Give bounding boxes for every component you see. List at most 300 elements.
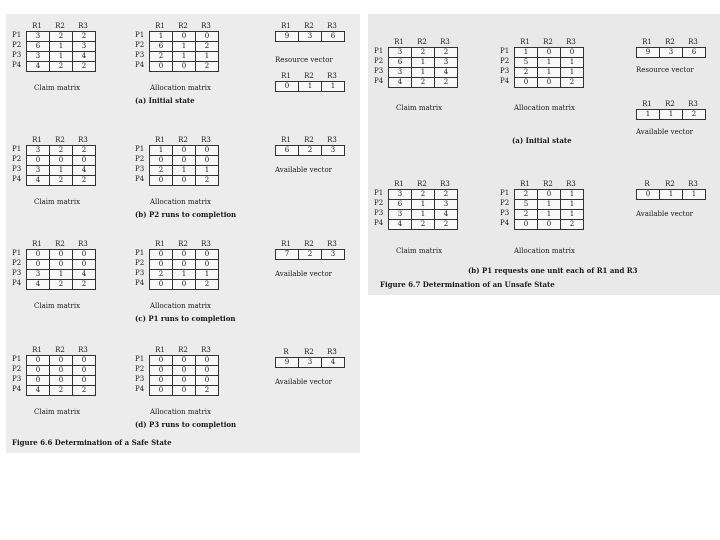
claim-matrix-6-6-b-cell: 2: [73, 146, 96, 156]
allocation-matrix-6-6-b-row-label: P1: [135, 145, 145, 153]
available-vector-6-6-b-col-header: R1: [281, 136, 291, 144]
allocation-matrix-6-6-a-cell: 2: [150, 52, 173, 62]
claim-matrix-6-6-d-cell: 0: [73, 356, 96, 366]
claim-matrix-caption: Claim matrix: [396, 104, 443, 112]
allocation-matrix-6-6-b-cell: 0: [196, 156, 219, 166]
allocation-matrix-6-6-c-col-header: R3: [201, 240, 211, 248]
allocation-matrix-6-7-b-cell: 1: [538, 210, 561, 220]
allocation-matrix-6-6-c-cell: 2: [150, 270, 173, 280]
claim-matrix-6-6-a-cell: 3: [27, 52, 50, 62]
allocation-matrix-6-6-d-cell: 0: [150, 386, 173, 396]
subfigure-label: (b) P2 runs to completion: [135, 210, 237, 219]
claim-matrix-caption: Claim matrix: [34, 198, 81, 206]
claim-matrix-6-7-b-row-label: P4: [374, 219, 384, 227]
claim-matrix-6-6-a-col-header: R3: [78, 22, 88, 30]
available-vector-6-7-b-col-header: R: [644, 180, 650, 188]
claim-matrix-6-6-d-cell: 4: [27, 386, 50, 396]
claim-matrix-6-6-d-col-header: R2: [55, 346, 65, 354]
allocation-matrix-6-6-b-cell: 0: [173, 156, 196, 166]
allocation-matrix-6-6-a-row-label: P2: [135, 41, 145, 49]
available-vector-6-7-b-cell: 1: [683, 190, 706, 200]
allocation-matrix-6-6-d-row-label: P4: [135, 385, 145, 393]
claim-matrix-6-7-b-col-header: R1: [394, 180, 404, 188]
claim-matrix-6-6-d-cell: 0: [27, 376, 50, 386]
available-vector-6-7-a-cell: 1: [637, 110, 660, 120]
claim-matrix-6-6-a-row-label: P1: [12, 31, 22, 39]
claim-matrix-6-7-a-row-label: P2: [374, 57, 384, 65]
claim-matrix-6-6-d-cell: 0: [50, 376, 73, 386]
allocation-matrix-caption: Allocation matrix: [514, 247, 575, 255]
claim-matrix-6-7-b-row-label: P3: [374, 209, 384, 217]
allocation-matrix-6-7-a-cell: 2: [515, 68, 538, 78]
available-vector-6-6-a-col-header: R3: [327, 72, 337, 80]
claim-matrix-6-6-c-col-header: R3: [78, 240, 88, 248]
allocation-matrix-6-7-a-row-label: P3: [500, 67, 510, 75]
allocation-matrix-6-6-c-cell: 0: [150, 280, 173, 290]
claim-matrix-6-6-a-row-label: P3: [12, 51, 22, 59]
claim-matrix-6-6-a-col-header: R1: [32, 22, 42, 30]
claim-matrix-6-6-c-row-label: P1: [12, 249, 22, 257]
allocation-matrix-6-6-b-cell: 0: [196, 146, 219, 156]
allocation-matrix-6-7-b-col-header: R2: [543, 180, 553, 188]
allocation-matrix-6-6-d-col-header: R2: [178, 346, 188, 354]
claim-matrix-6-6-b-row-label: P2: [12, 155, 22, 163]
allocation-matrix-6-7-b-cell: 0: [538, 190, 561, 200]
claim-matrix-6-6-a-cell: 2: [50, 32, 73, 42]
claim-matrix-6-7-a-cell: 3: [389, 48, 412, 58]
allocation-matrix-6-7-b-row-label: P2: [500, 199, 510, 207]
allocation-matrix-6-6-d-cell: 0: [150, 356, 173, 366]
allocation-matrix-6-6-d-col-header: R1: [155, 346, 165, 354]
allocation-matrix-6-7-a-cell: 1: [538, 58, 561, 68]
allocation-matrix-6-6-c-row-label: P3: [135, 269, 145, 277]
claim-matrix-6-7-a-cell: 4: [389, 78, 412, 88]
allocation-matrix-6-7-a-cell: 1: [561, 68, 584, 78]
resource-vector-caption: Resource vector: [636, 66, 694, 74]
claim-matrix-6-6-a-cell: 2: [73, 62, 96, 72]
claim-matrix-6-7-b-col-header: R3: [440, 180, 450, 188]
allocation-matrix-6-6-a-cell: 0: [173, 32, 196, 42]
claim-matrix-6-6-d-cell: 0: [73, 366, 96, 376]
allocation-matrix-6-6-b-col-header: R1: [155, 136, 165, 144]
allocation-matrix-6-7-a-cell: 0: [538, 48, 561, 58]
claim-matrix-6-6-a-cell: 3: [27, 32, 50, 42]
available-vector-6-7-a-col-header: R1: [642, 100, 652, 108]
available-vector-caption: Available vector: [275, 166, 333, 174]
claim-matrix-6-6-b-cell: 0: [50, 156, 73, 166]
allocation-matrix-6-7-b-cell: 5: [515, 200, 538, 210]
subfigure-label: (a) Initial state: [512, 136, 572, 145]
allocation-matrix-6-7-a-cell: 5: [515, 58, 538, 68]
allocation-matrix-6-7-a: [514, 47, 584, 88]
available-vector-6-7-a-cell: 1: [660, 110, 683, 120]
claim-matrix-6-7-b-row-label: P1: [374, 189, 384, 197]
claim-matrix-6-7-b-col-header: R2: [417, 180, 427, 188]
allocation-matrix-6-6-a-cell: 6: [150, 42, 173, 52]
claim-matrix-6-6-c-row-label: P2: [12, 259, 22, 267]
allocation-matrix-6-6-a-cell: 1: [173, 52, 196, 62]
available-vector-6-6-c-col-header: R2: [304, 240, 314, 248]
claim-matrix-6-6-b-col-header: R1: [32, 136, 42, 144]
allocation-matrix-6-6-a-cell: 0: [196, 32, 219, 42]
resource-vector-6-6-a-cell: 9: [276, 32, 299, 42]
claim-matrix-6-6-b-row-label: P4: [12, 175, 22, 183]
allocation-matrix-6-6-a-cell: 0: [150, 62, 173, 72]
claim-matrix-6-6-d-cell: 2: [50, 386, 73, 396]
allocation-matrix-6-6-b-cell: 1: [150, 146, 173, 156]
available-vector-6-6-d-col-header: R: [283, 348, 289, 356]
claim-matrix-6-6-a-cell: 6: [27, 42, 50, 52]
allocation-matrix-6-6-a-cell: 1: [150, 32, 173, 42]
allocation-matrix-6-6-a-cell: 0: [173, 62, 196, 72]
available-vector-caption: Available vector: [275, 378, 333, 386]
allocation-matrix-6-7-a-cell: 0: [561, 48, 584, 58]
resource-vector-6-6-a-col-header: R2: [304, 22, 314, 30]
allocation-matrix-6-6-b-cell: 2: [196, 176, 219, 186]
allocation-matrix-6-6-c-col-header: R2: [178, 240, 188, 248]
available-vector-6-7-b-col-header: R3: [688, 180, 698, 188]
allocation-matrix-6-6-b-cell: 0: [173, 176, 196, 186]
claim-matrix-6-7-a-cell: 2: [435, 48, 458, 58]
claim-matrix-6-6-a-cell: 1: [50, 52, 73, 62]
available-vector-caption: Available vector: [636, 128, 694, 136]
allocation-matrix-6-7-b-row-label: P3: [500, 209, 510, 217]
claim-matrix-6-6-c-col-header: R1: [32, 240, 42, 248]
claim-matrix-6-6-d-cell: 0: [50, 366, 73, 376]
claim-matrix-6-7-b-cell: 3: [435, 200, 458, 210]
claim-matrix-6-6-b: [26, 145, 96, 186]
claim-matrix-6-6-c-cell: 0: [27, 250, 50, 260]
available-vector-6-6-c-col-header: R1: [281, 240, 291, 248]
claim-matrix-6-7-a-cell: 2: [412, 48, 435, 58]
allocation-matrix-6-6-b-cell: 2: [150, 166, 173, 176]
allocation-matrix-6-7-a-cell: 0: [538, 78, 561, 88]
available-vector-6-6-c-cell: 7: [276, 250, 299, 260]
claim-matrix-6-7-b-cell: 2: [435, 190, 458, 200]
claim-matrix-6-7-b-row-label: P2: [374, 199, 384, 207]
claim-matrix-6-6-b-row-label: P1: [12, 145, 22, 153]
figure-6-6-title: Figure 6.6 Determination of a Safe State: [12, 438, 172, 447]
claim-matrix-6-7-b-cell: 1: [412, 200, 435, 210]
available-vector-6-7-b: [636, 189, 706, 200]
available-vector-6-6-a: [275, 81, 345, 92]
claim-matrix-6-6-c-cell: 0: [50, 250, 73, 260]
resource-vector-6-7-a-cell: 3: [660, 48, 683, 58]
claim-matrix-6-7-b: [388, 189, 458, 230]
claim-matrix-6-6-c-cell: 2: [73, 280, 96, 290]
available-vector-6-6-b-cell: 3: [322, 146, 345, 156]
claim-matrix-6-7-b-cell: 2: [435, 220, 458, 230]
allocation-matrix-6-6-d-cell: 0: [173, 356, 196, 366]
allocation-matrix-caption: Allocation matrix: [150, 198, 211, 206]
allocation-matrix-6-7-b-cell: 1: [561, 190, 584, 200]
allocation-matrix-6-6-d: [149, 355, 219, 396]
allocation-matrix-6-7-a-row-label: P1: [500, 47, 510, 55]
available-vector-6-6-b: [275, 145, 345, 156]
allocation-matrix-6-6-d-cell: 2: [196, 386, 219, 396]
available-vector-6-6-c-cell: 2: [299, 250, 322, 260]
resource-vector-6-7-a-cell: 6: [683, 48, 706, 58]
allocation-matrix-6-7-a-cell: 0: [515, 78, 538, 88]
resource-vector-6-7-a-col-header: R3: [688, 38, 698, 46]
claim-matrix-6-7-b-cell: 2: [412, 220, 435, 230]
allocation-matrix-6-6-c-col-header: R1: [155, 240, 165, 248]
available-vector-6-6-c-cell: 3: [322, 250, 345, 260]
available-vector-6-6-d-cell: 3: [299, 358, 322, 368]
allocation-matrix-6-6-a-col-header: R2: [178, 22, 188, 30]
claim-matrix-6-6-d-col-header: R3: [78, 346, 88, 354]
allocation-matrix-6-6-c-cell: 0: [173, 250, 196, 260]
allocation-matrix-6-7-b-cell: 1: [538, 200, 561, 210]
allocation-matrix-6-6-a: [149, 31, 219, 72]
claim-matrix-6-6-a-col-header: R2: [55, 22, 65, 30]
subfigure-label: (a) Initial state: [135, 96, 195, 105]
allocation-matrix-6-6-a-row-label: P3: [135, 51, 145, 59]
allocation-matrix-6-6-c-row-label: P2: [135, 259, 145, 267]
resource-vector-6-7-a: [636, 47, 706, 58]
allocation-matrix-6-6-d-cell: 0: [173, 366, 196, 376]
available-vector-6-6-d: [275, 357, 345, 368]
claim-matrix-6-6-c-cell: 2: [50, 280, 73, 290]
claim-matrix-6-7-a-cell: 1: [412, 58, 435, 68]
allocation-matrix-6-6-a-cell: 2: [196, 42, 219, 52]
claim-matrix-6-6-d-cell: 0: [73, 376, 96, 386]
available-vector-6-7-a-col-header: R2: [665, 100, 675, 108]
allocation-matrix-6-6-b-row-label: P2: [135, 155, 145, 163]
available-vector-6-6-b-col-header: R2: [304, 136, 314, 144]
claim-matrix-6-6-b-cell: 2: [50, 176, 73, 186]
allocation-matrix-caption: Allocation matrix: [150, 302, 211, 310]
claim-matrix-6-6-c-cell: 3: [27, 270, 50, 280]
claim-matrix-6-7-b-cell: 6: [389, 200, 412, 210]
claim-matrix-6-6-a-cell: 3: [73, 42, 96, 52]
claim-matrix-6-6-c-row-label: P4: [12, 279, 22, 287]
allocation-matrix-6-7-b-col-header: R1: [520, 180, 530, 188]
claim-matrix-6-7-b-cell: 4: [389, 220, 412, 230]
allocation-matrix-6-6-d-cell: 0: [196, 366, 219, 376]
allocation-matrix-6-6-a-col-header: R3: [201, 22, 211, 30]
claim-matrix-6-6-b-cell: 1: [50, 166, 73, 176]
resource-vector-6-6-a-cell: 6: [322, 32, 345, 42]
available-vector-6-7-b-col-header: R2: [665, 180, 675, 188]
available-vector-6-6-b-cell: 2: [299, 146, 322, 156]
claim-matrix-6-7-b-cell: 2: [412, 190, 435, 200]
claim-matrix-6-6-b-cell: 4: [27, 176, 50, 186]
available-vector-6-6-a-col-header: R1: [281, 72, 291, 80]
allocation-matrix-6-6-d-cell: 0: [173, 386, 196, 396]
claim-matrix-caption: Claim matrix: [34, 408, 81, 416]
allocation-matrix-6-6-b-row-label: P4: [135, 175, 145, 183]
claim-matrix-6-6-c-cell: 0: [27, 260, 50, 270]
subfigure-label: (c) P1 runs to completion: [135, 314, 236, 323]
allocation-matrix-6-7-a-cell: 1: [515, 48, 538, 58]
claim-matrix-6-6-d-row-label: P2: [12, 365, 22, 373]
allocation-matrix-6-7-b-cell: 2: [515, 210, 538, 220]
allocation-matrix-6-6-c-cell: 0: [150, 260, 173, 270]
allocation-matrix-6-6-c-cell: 0: [196, 260, 219, 270]
allocation-matrix-6-6-b: [149, 145, 219, 186]
available-vector-6-6-b-cell: 6: [276, 146, 299, 156]
allocation-matrix-caption: Allocation matrix: [150, 408, 211, 416]
claim-matrix-6-6-c-cell: 0: [73, 250, 96, 260]
claim-matrix-6-7-a-col-header: R1: [394, 38, 404, 46]
available-vector-6-7-b-cell: 0: [637, 190, 660, 200]
allocation-matrix-6-6-d-cell: 0: [196, 356, 219, 366]
allocation-matrix-6-6-b-cell: 1: [173, 166, 196, 176]
claim-matrix-6-7-a-cell: 6: [389, 58, 412, 68]
allocation-matrix-6-7-b-cell: 1: [561, 210, 584, 220]
claim-matrix-6-6-b-cell: 0: [27, 156, 50, 166]
claim-matrix-6-7-a-cell: 3: [435, 58, 458, 68]
claim-matrix-6-7-a-col-header: R2: [417, 38, 427, 46]
claim-matrix-6-6-c-cell: 1: [50, 270, 73, 280]
resource-vector-6-6-a-col-header: R1: [281, 22, 291, 30]
allocation-matrix-6-7-b-cell: 0: [515, 220, 538, 230]
allocation-matrix-6-6-a-cell: 2: [196, 62, 219, 72]
claim-matrix-6-6-c-row-label: P3: [12, 269, 22, 277]
allocation-matrix-6-6-c-cell: 1: [196, 270, 219, 280]
claim-matrix-6-7-a-cell: 2: [412, 78, 435, 88]
claim-matrix-6-6-d: [26, 355, 96, 396]
allocation-matrix-6-6-d-row-label: P2: [135, 365, 145, 373]
available-vector-6-6-a-cell: 0: [276, 82, 299, 92]
allocation-matrix-6-6-b-cell: 0: [150, 156, 173, 166]
allocation-matrix-caption: Allocation matrix: [514, 104, 575, 112]
available-vector-6-6-b-col-header: R3: [327, 136, 337, 144]
subfigure-label: (d) P3 runs to completion: [135, 420, 237, 429]
allocation-matrix-6-7-b: [514, 189, 584, 230]
available-vector-6-6-d-cell: 9: [276, 358, 299, 368]
allocation-matrix-6-6-c-cell: 0: [150, 250, 173, 260]
allocation-matrix-6-7-a-row-label: P4: [500, 77, 510, 85]
available-vector-6-6-c-col-header: R3: [327, 240, 337, 248]
claim-matrix-6-6-c-cell: 0: [73, 260, 96, 270]
claim-matrix-6-6-b-cell: 2: [50, 146, 73, 156]
allocation-matrix-6-7-b-cell: 2: [561, 220, 584, 230]
claim-matrix-6-6-d-cell: 0: [27, 356, 50, 366]
available-vector-6-6-a-col-header: R2: [304, 72, 314, 80]
available-vector-6-7-a: [636, 109, 706, 120]
allocation-matrix-6-7-a-col-header: R2: [543, 38, 553, 46]
claim-matrix-6-6-b-cell: 4: [73, 166, 96, 176]
claim-matrix-6-6-d-row-label: P3: [12, 375, 22, 383]
subfigure-label: (b) P1 requests one unit each of R1 and R3: [468, 266, 638, 275]
available-vector-6-6-d-cell: 4: [322, 358, 345, 368]
allocation-matrix-6-6-b-cell: 0: [150, 176, 173, 186]
allocation-matrix-6-6-a-cell: 1: [173, 42, 196, 52]
allocation-matrix-6-6-d-cell: 0: [196, 376, 219, 386]
claim-matrix-6-6-d-cell: 0: [27, 366, 50, 376]
claim-matrix-6-6-a-cell: 4: [73, 52, 96, 62]
claim-matrix-6-7-a-cell: 1: [412, 68, 435, 78]
allocation-matrix-6-6-c-row-label: P1: [135, 249, 145, 257]
claim-matrix-caption: Claim matrix: [34, 302, 81, 310]
available-vector-6-7-a-col-header: R3: [688, 100, 698, 108]
available-vector-6-6-d-col-header: R3: [327, 348, 337, 356]
claim-matrix-6-7-a-row-label: P3: [374, 67, 384, 75]
allocation-matrix-6-6-c-cell: 2: [196, 280, 219, 290]
allocation-matrix-6-6-b-col-header: R3: [201, 136, 211, 144]
allocation-matrix-6-6-b-cell: 1: [196, 166, 219, 176]
claim-matrix-6-6-a: [26, 31, 96, 72]
allocation-matrix-6-6-d-col-header: R3: [201, 346, 211, 354]
allocation-matrix-6-6-d-row-label: P3: [135, 375, 145, 383]
allocation-matrix-6-7-a-cell: 1: [538, 68, 561, 78]
allocation-matrix-6-6-a-row-label: P4: [135, 61, 145, 69]
allocation-matrix-6-7-b-col-header: R3: [566, 180, 576, 188]
allocation-matrix-6-6-a-col-header: R1: [155, 22, 165, 30]
claim-matrix-6-6-b-col-header: R2: [55, 136, 65, 144]
claim-matrix-6-6-b-col-header: R3: [78, 136, 88, 144]
allocation-matrix-6-6-a-row-label: P1: [135, 31, 145, 39]
allocation-matrix-6-6-d-row-label: P1: [135, 355, 145, 363]
allocation-matrix-6-6-d-cell: 0: [173, 376, 196, 386]
claim-matrix-6-7-a-row-label: P4: [374, 77, 384, 85]
allocation-matrix-6-6-c-cell: 1: [173, 270, 196, 280]
resource-vector-6-7-a-col-header: R2: [665, 38, 675, 46]
allocation-matrix-6-6-b-col-header: R2: [178, 136, 188, 144]
allocation-matrix-6-6-c-cell: 0: [173, 260, 196, 270]
allocation-matrix-6-7-a-cell: 2: [561, 78, 584, 88]
allocation-matrix-6-7-b-cell: 0: [538, 220, 561, 230]
allocation-matrix-6-7-b-cell: 1: [561, 200, 584, 210]
claim-matrix-6-6-d-cell: 0: [50, 356, 73, 366]
claim-matrix-6-6-a-cell: 4: [27, 62, 50, 72]
allocation-matrix-6-6-a-cell: 1: [196, 52, 219, 62]
claim-matrix-6-6-b-row-label: P3: [12, 165, 22, 173]
claim-matrix-6-7-b-cell: 3: [389, 190, 412, 200]
claim-matrix-6-6-a-row-label: P4: [12, 61, 22, 69]
claim-matrix-6-6-d-col-header: R1: [32, 346, 42, 354]
claim-matrix-caption: Claim matrix: [34, 84, 81, 92]
resource-vector-caption: Resource vector: [275, 56, 333, 64]
claim-matrix-6-6-b-cell: 0: [73, 156, 96, 166]
available-vector-6-6-c: [275, 249, 345, 260]
claim-matrix-6-6-d-row-label: P4: [12, 385, 22, 393]
allocation-matrix-6-7-a-cell: 1: [561, 58, 584, 68]
allocation-matrix-6-7-a-row-label: P2: [500, 57, 510, 65]
claim-matrix-6-6-a-row-label: P2: [12, 41, 22, 49]
claim-matrix-6-6-d-cell: 2: [73, 386, 96, 396]
allocation-matrix-6-7-a-col-header: R3: [566, 38, 576, 46]
claim-matrix-6-6-a-cell: 1: [50, 42, 73, 52]
claim-matrix-6-7-a: [388, 47, 458, 88]
claim-matrix-6-7-b-cell: 3: [389, 210, 412, 220]
allocation-matrix-6-6-c: [149, 249, 219, 290]
allocation-matrix-6-6-c-cell: 0: [173, 280, 196, 290]
claim-matrix-6-6-c-col-header: R2: [55, 240, 65, 248]
claim-matrix-6-6-c-cell: 0: [50, 260, 73, 270]
claim-matrix-6-6-d-row-label: P1: [12, 355, 22, 363]
allocation-matrix-6-7-b-row-label: P1: [500, 189, 510, 197]
resource-vector-6-6-a: [275, 31, 345, 42]
claim-matrix-6-6-a-cell: 2: [73, 32, 96, 42]
resource-vector-6-6-a-cell: 3: [299, 32, 322, 42]
claim-matrix-6-7-a-row-label: P1: [374, 47, 384, 55]
claim-matrix-6-7-a-cell: 4: [435, 68, 458, 78]
resource-vector-6-7-a-col-header: R1: [642, 38, 652, 46]
claim-matrix-6-6-c-cell: 4: [73, 270, 96, 280]
claim-matrix-6-7-a-cell: 2: [435, 78, 458, 88]
claim-matrix-6-7-a-cell: 3: [389, 68, 412, 78]
resource-vector-6-7-a-cell: 9: [637, 48, 660, 58]
allocation-matrix-caption: Allocation matrix: [150, 84, 211, 92]
available-vector-6-6-d-col-header: R2: [304, 348, 314, 356]
figure-6-7-title: Figure 6.7 Determination of an Unsafe State: [380, 280, 555, 289]
allocation-matrix-6-6-d-cell: 0: [150, 376, 173, 386]
available-vector-6-6-a-cell: 1: [322, 82, 345, 92]
allocation-matrix-6-7-b-row-label: P4: [500, 219, 510, 227]
